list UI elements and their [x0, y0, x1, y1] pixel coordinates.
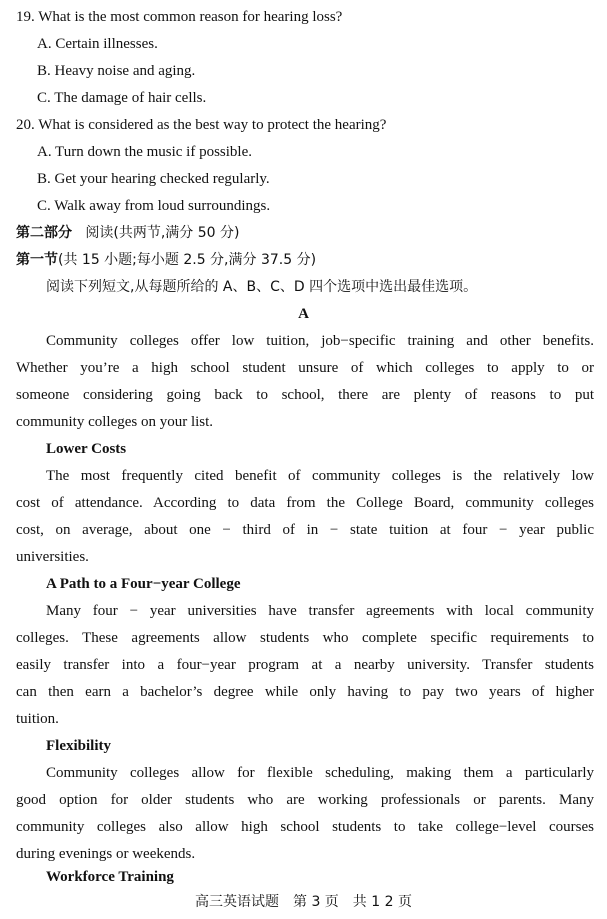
- flexibility-line-1: Community colleges allow for flexible scheduling, making them a particularly: [46, 765, 594, 781]
- question-20-option-c: C. Walk away from loud surroundings.: [37, 198, 271, 214]
- path-line-5: tuition.: [16, 711, 59, 727]
- question-20-option-a: A. Turn down the music if possible.: [37, 144, 253, 160]
- section-one-rest: (共 15 小题;每小题 2.5 分,满分 37.5 分): [58, 252, 317, 268]
- flexibility-line-2: good option for older students who are working professionals or parents. Many: [16, 792, 594, 808]
- lower-costs-line-4: universities.: [16, 549, 89, 565]
- section-one-title: 第一节: [16, 252, 58, 268]
- flexibility-line-4: during evenings or weekends.: [16, 846, 196, 862]
- path-line-2: colleges. These agreements allow students who complete specific requirements to: [16, 630, 594, 646]
- lower-costs-line-1: The most frequently cited benefit of community colleges is the relatively low: [46, 468, 594, 484]
- intro-line-4: community colleges on your list.: [16, 414, 214, 430]
- section-heading-path: A Path to a Four−year College: [46, 576, 241, 592]
- question-19-stem: 19. What is the most common reason for hearing loss?: [16, 9, 343, 25]
- flexibility-line-3: community colleges also allow high school students to take college−level courses: [16, 819, 594, 835]
- part-two-title-rest: 阅读(共两节,满分 50 分): [85, 225, 240, 241]
- path-line-1: Many four − year universities have transfer agreements with local community: [46, 603, 594, 619]
- question-19-option-c: C. The damage of hair cells.: [37, 90, 207, 106]
- path-line-4: can then earn a bachelor’s degree while only having to pay two years of higher: [16, 684, 594, 700]
- reading-instruction: 阅读下列短文,从每题所给的 A、B、C、D 四个选项中选出最佳选项。: [46, 279, 478, 295]
- question-19-option-a: A. Certain illnesses.: [37, 36, 158, 52]
- section-heading-flexibility: Flexibility: [46, 738, 111, 754]
- part-two-heading: [16, 224, 594, 242]
- path-line-3: easily transfer into a four−year program at a nearby university. Transfer students: [16, 657, 594, 673]
- section-heading-workforce: Workforce Training: [46, 869, 174, 885]
- question-20-stem: 20. What is considered as the best way to protect the hearing?: [16, 117, 387, 133]
- intro-line-1: Community colleges offer low tuition, job−specific training and other benefits.: [46, 333, 594, 349]
- section-heading-lower-costs: Lower Costs: [46, 441, 127, 457]
- lower-costs-line-2: cost of attendance. According to data from the College Board, community colleges: [16, 495, 594, 511]
- part-two-title: 第二部分: [16, 225, 72, 241]
- question-19-option-b: B. Heavy noise and aging.: [37, 63, 196, 79]
- lower-costs-line-3: cost, on average, about one − third of in − state tuition at four − year public: [16, 522, 594, 538]
- question-20-option-b: B. Get your hearing checked regularly.: [37, 171, 270, 187]
- passage-label: A: [298, 306, 309, 322]
- section-one-heading: [16, 251, 594, 269]
- page-footer: 高三英语试题 第 3 页 共 1 2 页: [195, 894, 412, 910]
- intro-line-2: Whether you’re a high school student unsure of which colleges to apply to or: [16, 360, 594, 376]
- intro-line-3: someone considering going back to school, there are plenty of reasons to put: [16, 387, 594, 403]
